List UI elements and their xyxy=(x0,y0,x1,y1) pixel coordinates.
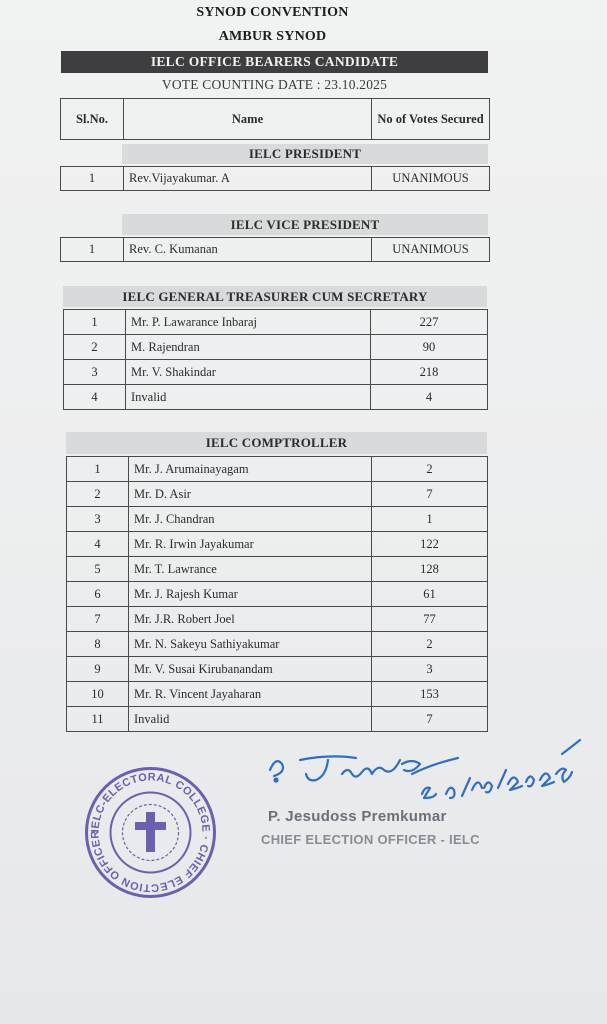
row-name: Mr. R. Vincent Jayaharan xyxy=(129,682,372,707)
row-name: Mr. R. Irwin Jayakumar xyxy=(129,532,372,557)
vice-president-table xyxy=(60,237,490,262)
column-header-table xyxy=(60,98,490,140)
row-sl: 2 xyxy=(67,482,129,507)
row-name: Mr. J. Rajesh Kumar xyxy=(129,582,372,607)
row-votes: 61 xyxy=(372,582,488,607)
table-row xyxy=(64,360,488,385)
table-row xyxy=(67,457,488,482)
general-treasurer-table xyxy=(63,309,488,410)
table-row xyxy=(67,557,488,582)
row-votes: UNANIMOUS xyxy=(372,238,490,262)
row-name: Invalid xyxy=(126,385,371,410)
col-slno-header: Sl.No. xyxy=(61,99,124,140)
row-votes: 90 xyxy=(371,335,488,360)
row-sl: 4 xyxy=(64,385,126,410)
row-sl: 1 xyxy=(61,238,124,262)
table-row xyxy=(67,682,488,707)
row-sl: 6 xyxy=(67,582,129,607)
handwritten-signature xyxy=(262,730,582,810)
row-name: Mr. P. Lawarance Inbaraj xyxy=(126,310,371,335)
row-sl: 5 xyxy=(67,557,129,582)
table-row xyxy=(67,632,488,657)
table-row xyxy=(67,607,488,632)
section-title-president: IELC PRESIDENT xyxy=(122,144,488,164)
section-title-general-treasurer: IELC GENERAL TREASURER CUM SECRETARY xyxy=(63,286,487,307)
row-sl: 8 xyxy=(67,632,129,657)
row-name: Mr. J.R. Robert Joel xyxy=(129,607,372,632)
title-banner: IELC OFFICE BEARERS CANDIDATE xyxy=(61,51,488,73)
officer-title: CHIEF ELECTION OFFICER - IELC xyxy=(261,832,480,847)
row-sl: 9 xyxy=(67,657,129,682)
row-votes: 7 xyxy=(372,707,488,732)
row-sl: 4 xyxy=(67,532,129,557)
row-sl: 3 xyxy=(67,507,129,532)
row-votes: 77 xyxy=(372,607,488,632)
row-name: Mr. J. Chandran xyxy=(129,507,372,532)
row-name: Mr. N. Sakeyu Sathiyakumar xyxy=(129,632,372,657)
row-votes: 153 xyxy=(372,682,488,707)
row-votes: 2 xyxy=(372,632,488,657)
table-row xyxy=(67,482,488,507)
row-votes: 128 xyxy=(372,557,488,582)
row-sl: 11 xyxy=(67,707,129,732)
president-table xyxy=(60,166,490,191)
row-sl: 10 xyxy=(67,682,129,707)
row-votes: 122 xyxy=(372,532,488,557)
row-votes: 218 xyxy=(371,360,488,385)
row-sl: 3 xyxy=(64,360,126,385)
electoral-college-seal-icon xyxy=(83,765,218,900)
row-votes: UNANIMOUS xyxy=(372,167,490,191)
table-row xyxy=(67,707,488,732)
row-sl: 1 xyxy=(61,167,124,191)
row-name: M. Rajendran xyxy=(126,335,371,360)
row-name: Mr. V. Susai Kirubanandam xyxy=(129,657,372,682)
row-votes: 2 xyxy=(372,457,488,482)
row-name: Mr. V. Shakindar xyxy=(126,360,371,385)
col-name-header: Name xyxy=(124,99,372,140)
officer-name: P. Jesudoss Premkumar xyxy=(268,808,447,825)
seal-text: IELC-ELECTORAL COLLEGE · CHIEF ELECTION OFFICER xyxy=(89,771,212,894)
row-name: Rev. C. Kumanan xyxy=(124,238,372,262)
row-name: Invalid xyxy=(129,707,372,732)
row-votes: 1 xyxy=(372,507,488,532)
title-synod-convention: SYNOD CONVENTION xyxy=(196,5,349,20)
table-row xyxy=(67,532,488,557)
row-name: Mr. T. Lawrance xyxy=(129,557,372,582)
row-sl: 7 xyxy=(67,607,129,632)
table-row xyxy=(61,167,490,191)
row-votes: 3 xyxy=(372,657,488,682)
row-sl: 1 xyxy=(64,310,126,335)
table-row xyxy=(61,238,490,262)
row-name: Mr. D. Asir xyxy=(129,482,372,507)
title-ambur-synod: AMBUR SYNOD xyxy=(218,29,327,44)
row-sl: 2 xyxy=(64,335,126,360)
table-row xyxy=(64,385,488,410)
row-name: Mr. J. Arumainayagam xyxy=(129,457,372,482)
row-name: Rev.Vijayakumar. A xyxy=(124,167,372,191)
row-votes: 7 xyxy=(372,482,488,507)
table-row xyxy=(67,507,488,532)
row-votes: 4 xyxy=(371,385,488,410)
section-title-vice-president: IELC VICE PRESIDENT xyxy=(122,214,488,235)
comptroller-table xyxy=(66,456,488,732)
table-row xyxy=(67,582,488,607)
table-row xyxy=(64,335,488,360)
row-sl: 1 xyxy=(67,457,129,482)
col-votes-header: No of Votes Secured xyxy=(372,99,490,140)
vote-counting-date: VOTE COUNTING DATE : 23.10.2025 xyxy=(161,77,388,92)
section-title-comptroller: IELC COMPTROLLER xyxy=(66,432,487,454)
table-row xyxy=(67,657,488,682)
table-row xyxy=(64,310,488,335)
row-votes: 227 xyxy=(371,310,488,335)
